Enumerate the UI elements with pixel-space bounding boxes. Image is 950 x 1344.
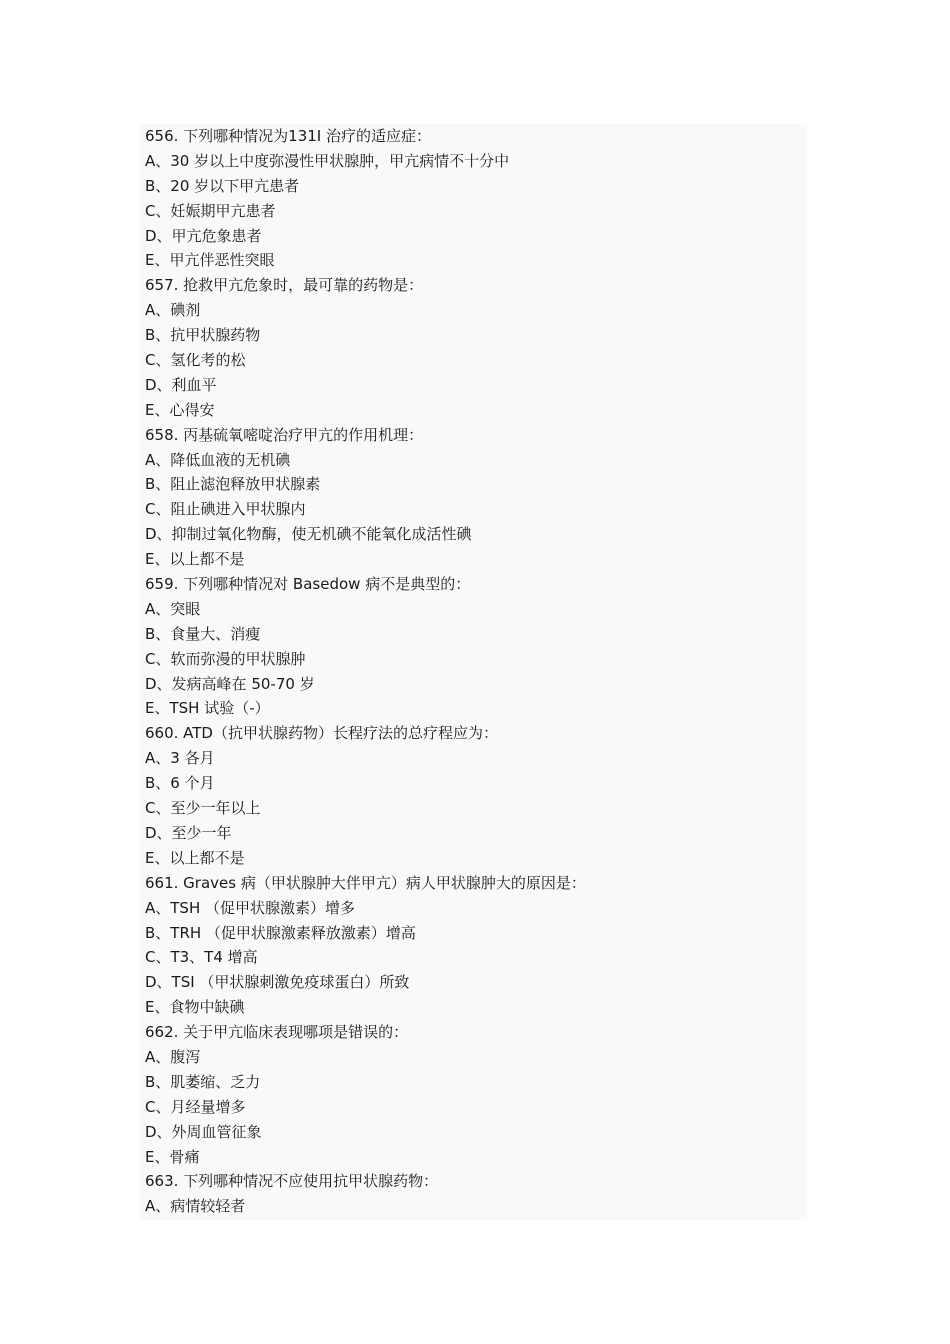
- answer-option: C、妊娠期甲亢患者: [145, 201, 276, 220]
- question-list: [145, 124, 586, 1219]
- answer-option: E、TSH 试验（-）: [145, 699, 270, 718]
- answer-option: E、甲亢伴恶性突眼: [145, 251, 275, 270]
- answer-option: D、甲亢危象患者: [145, 226, 262, 245]
- answer-option: C、软而弥漫的甲状腺肿: [145, 649, 306, 668]
- document-content: [140, 124, 807, 1220]
- answer-option: C、至少一年以上: [145, 799, 261, 818]
- answer-option: D、利血平: [145, 375, 217, 394]
- answer-option: D、至少一年: [145, 823, 232, 842]
- question-stem: 660. ATD（抗甲状腺药物）长程疗法的总疗程应为：: [145, 724, 498, 743]
- answer-option: B、阻止滤泡释放甲状腺素: [145, 475, 321, 494]
- question-stem: 659. 下列哪种情况对 Basedow 病不是典型的：: [145, 575, 471, 594]
- answer-option: B、6 个月: [145, 774, 215, 793]
- answer-option: E、以上都不是: [145, 550, 245, 569]
- answer-option: B、抗甲状腺药物: [145, 326, 261, 345]
- question-stem: 657. 抢救甲亢危象时，最可靠的药物是：: [145, 276, 424, 295]
- answer-option: E、心得安: [145, 400, 215, 419]
- answer-option: D、发病高峰在 50-70 岁: [145, 674, 315, 693]
- answer-option: A、突眼: [145, 599, 201, 618]
- answer-option: A、TSH （促甲状腺激素）增多: [145, 898, 355, 917]
- answer-option: E、骨痛: [145, 1147, 200, 1166]
- question-stem: 656. 下列哪种情况为131I 治疗的适应症：: [145, 127, 431, 145]
- answer-option: C、T3、T4 增高: [145, 948, 258, 967]
- answer-option: D、外周血管征象: [145, 1122, 262, 1141]
- answer-option: C、月经量增多: [145, 1097, 246, 1116]
- answer-option: D、TSI （甲状腺刺激免疫球蛋白）所致: [145, 973, 410, 992]
- answer-option: A、碘剂: [145, 301, 201, 320]
- answer-option: C、氢化考的松: [145, 351, 246, 370]
- answer-option: B、20 岁以下甲亢患者: [145, 176, 300, 195]
- question-stem: 661. Graves 病（甲状腺肿大伴甲亢）病人甲状腺肿大的原因是：: [145, 873, 586, 892]
- question-stem: 663. 下列哪种情况不应使用抗甲状腺药物：: [145, 1172, 439, 1191]
- answer-option: B、TRH （促甲状腺激素释放激素）增高: [145, 923, 416, 942]
- answer-option: E、食物中缺碘: [145, 998, 245, 1017]
- answer-option: A、腹泻: [145, 1047, 201, 1066]
- answer-option: B、肌萎缩、乏力: [145, 1072, 261, 1091]
- answer-option: A、降低血液的无机碘: [145, 450, 291, 469]
- question-stem: 662. 关于甲亢临床表现哪项是错误的：: [145, 1023, 409, 1042]
- answer-option: B、食量大、消瘦: [145, 624, 261, 643]
- answer-option: C、阻止碘进入甲状腺内: [145, 500, 306, 519]
- answer-option: A、30 岁以上中度弥漫性甲状腺肿，甲亢病情不十分中: [145, 151, 510, 170]
- answer-option: E、以上都不是: [145, 848, 245, 867]
- answer-option: A、病情较轻者: [145, 1197, 246, 1216]
- answer-option: A、3 各月: [145, 749, 215, 768]
- question-stem: 658. 丙基硫氧嘧啶治疗甲亢的作用机理：: [145, 425, 424, 444]
- answer-option: D、抑制过氧化物酶，使无机碘不能氧化成活性碘: [145, 525, 472, 544]
